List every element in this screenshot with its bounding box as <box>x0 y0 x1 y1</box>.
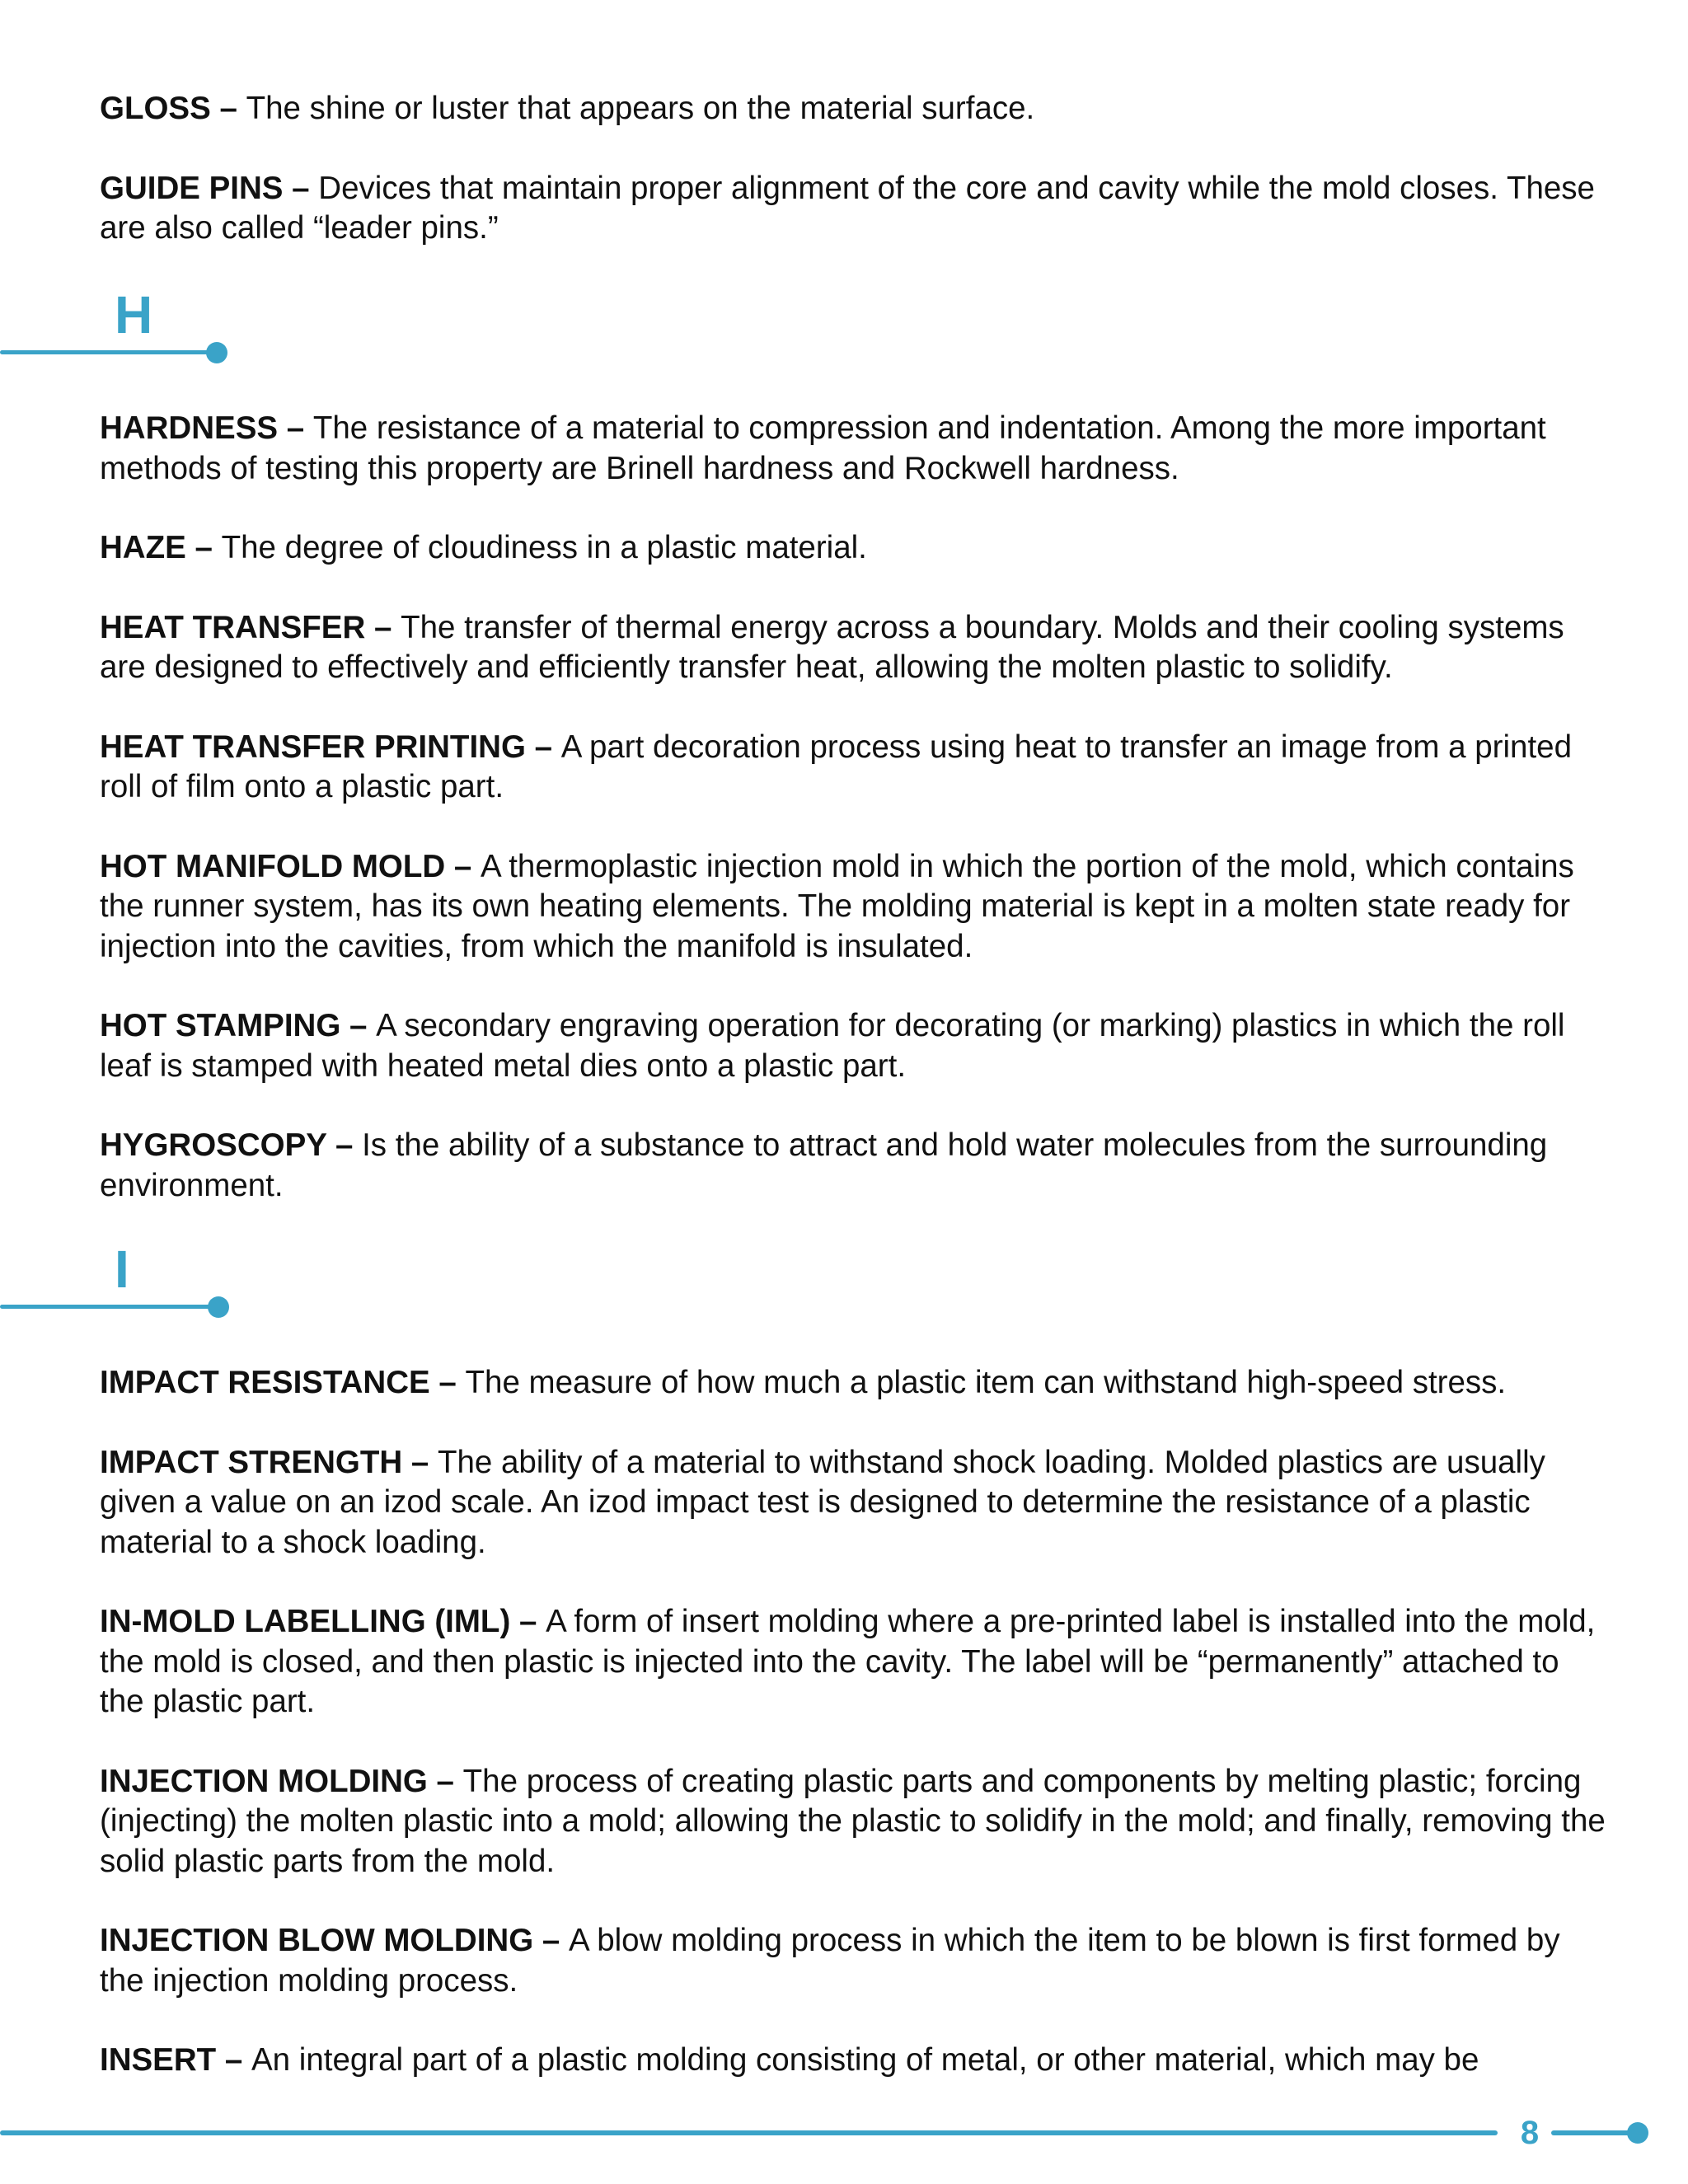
glossary-entry <box>100 1921 1608 2001</box>
entry-term: HEAT TRANSFER <box>100 609 366 645</box>
section-letter: H <box>115 285 153 344</box>
entry-term: INSERT <box>100 2042 217 2078</box>
glossary-entry <box>100 1762 1608 1882</box>
section-divider-dot <box>206 342 227 363</box>
section-divider-line <box>0 350 210 354</box>
entry-term: HARDNESS <box>100 410 279 446</box>
entry-dash: – <box>510 1604 546 1639</box>
glossary-entry <box>100 1443 1608 1563</box>
section-divider-line <box>0 1305 214 1309</box>
entry-dash: – <box>402 1444 438 1480</box>
entry-dash: – <box>427 1763 463 1799</box>
glossary-entry <box>100 1363 1608 1404</box>
entry-definition: Devices that maintain proper alignment of the core and cavity while the mold closes. These are also called “leader pins.” <box>100 170 1595 246</box>
entry-definition: Is the ability of a substance to attract and hold water molecules from the surrounding environment. <box>100 1127 1548 1203</box>
entry-dash: – <box>429 1365 466 1400</box>
entry-definition: The measure of how much a plastic item can withstand high-speed stress. <box>465 1365 1507 1400</box>
entry-dash: – <box>210 91 246 126</box>
glossary-entry <box>100 1126 1608 1206</box>
entry-dash: – <box>365 609 401 645</box>
entry-term: INJECTION MOLDING <box>100 1763 428 1799</box>
glossary-entry <box>100 409 1608 489</box>
glossary-entry <box>100 89 1608 129</box>
entry-term: IMPACT STRENGTH <box>100 1444 403 1480</box>
entry-dash: – <box>340 1008 377 1043</box>
entry-dash: – <box>525 729 561 765</box>
entry-definition: An integral part of a plastic molding consisting of metal, or other material, which may be <box>251 2042 1479 2078</box>
entry-term: HEAT TRANSFER PRINTING <box>100 729 526 765</box>
entry-term: GLOSS <box>100 91 211 126</box>
entry-term: GUIDE PINS <box>100 170 284 206</box>
glossary-entry <box>100 608 1608 688</box>
entry-term: IN-MOLD LABELLING (IML) <box>100 1604 511 1639</box>
glossary-entry <box>100 728 1608 808</box>
entry-definition: The process of creating plastic parts and components by melting plastic; forcing (injecting) the molten plastic into a mold; allowing the plastic to solidify in the mold; and finally, removing the solid plastic parts from the mold. <box>100 1763 1606 1879</box>
entry-term: INJECTION BLOW MOLDING <box>100 1923 534 1958</box>
entry-definition: The degree of cloudiness in a plastic material. <box>221 530 867 565</box>
glossary-g-continued <box>100 89 1608 288</box>
entry-dash: – <box>326 1127 363 1163</box>
entry-definition: A part decoration process using heat to transfer an image from a printed roll of film onto a plastic part. <box>100 729 1572 804</box>
entry-term: HOT MANIFOLD MOLD <box>100 848 446 884</box>
entry-definition: The shine or luster that appears on the material surface. <box>246 91 1035 126</box>
entry-definition: The transfer of thermal energy across a boundary. Molds and their cooling systems are designed to effectively and efficiently transfer heat, allowing the molten plastic to solidify. <box>100 609 1564 685</box>
entry-dash: – <box>185 530 222 565</box>
entry-term: HAZE <box>100 530 186 565</box>
entry-definition: The resistance of a material to compression and indentation. Among the more important methods of testing this property are Brinell hardness and Rockwell hardness. <box>100 410 1546 486</box>
glossary-entry <box>100 169 1608 249</box>
entry-dash: – <box>216 2042 251 2078</box>
section-divider-dot <box>208 1296 229 1318</box>
entry-term: IMPACT RESISTANCE <box>100 1365 430 1400</box>
section-letter: I <box>115 1240 129 1299</box>
glossary-entry <box>100 528 1608 569</box>
page-number: 8 <box>1520 2115 1540 2151</box>
glossary-entry <box>100 1602 1608 1722</box>
entry-term: HYGROSCOPY <box>100 1127 327 1163</box>
entry-definition: A thermoplastic injection mold in which the portion of the mold, which contains the runner system, has its own heating elements. The molding material is kept in a molten state ready for injection into the cavities, from which the manifold is insulated. <box>100 848 1574 964</box>
entry-definition: A blow molding process in which the item to be blown is first formed by the injection molding process. <box>100 1923 1560 1999</box>
footer-divider-line-end <box>1551 2130 1634 2135</box>
entry-dash: – <box>283 170 319 206</box>
entry-definition: The ability of a material to withstand shock loading. Molded plastics are usually given a value on an izod scale. An izod impact test is designed to determine the resistance of a plastic material to a shock loading. <box>100 1444 1545 1560</box>
glossary-section-h <box>100 409 1608 1245</box>
footer-divider-line <box>0 2130 1498 2135</box>
entry-definition: A secondary engraving operation for decorating (or marking) plastics in which the roll leaf is stamped with heated metal dies onto a plastic part. <box>100 1008 1565 1084</box>
glossary-entry <box>100 2041 1608 2081</box>
entry-definition: A form of insert molding where a pre-printed label is installed into the mold, the mold is closed, and then plastic is injected into the cavity. The label will be “permanently” attached to the plastic part. <box>100 1604 1596 1719</box>
entry-dash: – <box>278 410 313 446</box>
entry-dash: – <box>533 1923 569 1958</box>
glossary-entry <box>100 847 1608 968</box>
entry-dash: – <box>445 848 481 884</box>
entry-term: HOT STAMPING <box>100 1008 341 1043</box>
footer-divider-dot <box>1627 2122 1648 2144</box>
glossary-entry <box>100 1006 1608 1086</box>
glossary-section-i <box>100 1363 1608 2121</box>
